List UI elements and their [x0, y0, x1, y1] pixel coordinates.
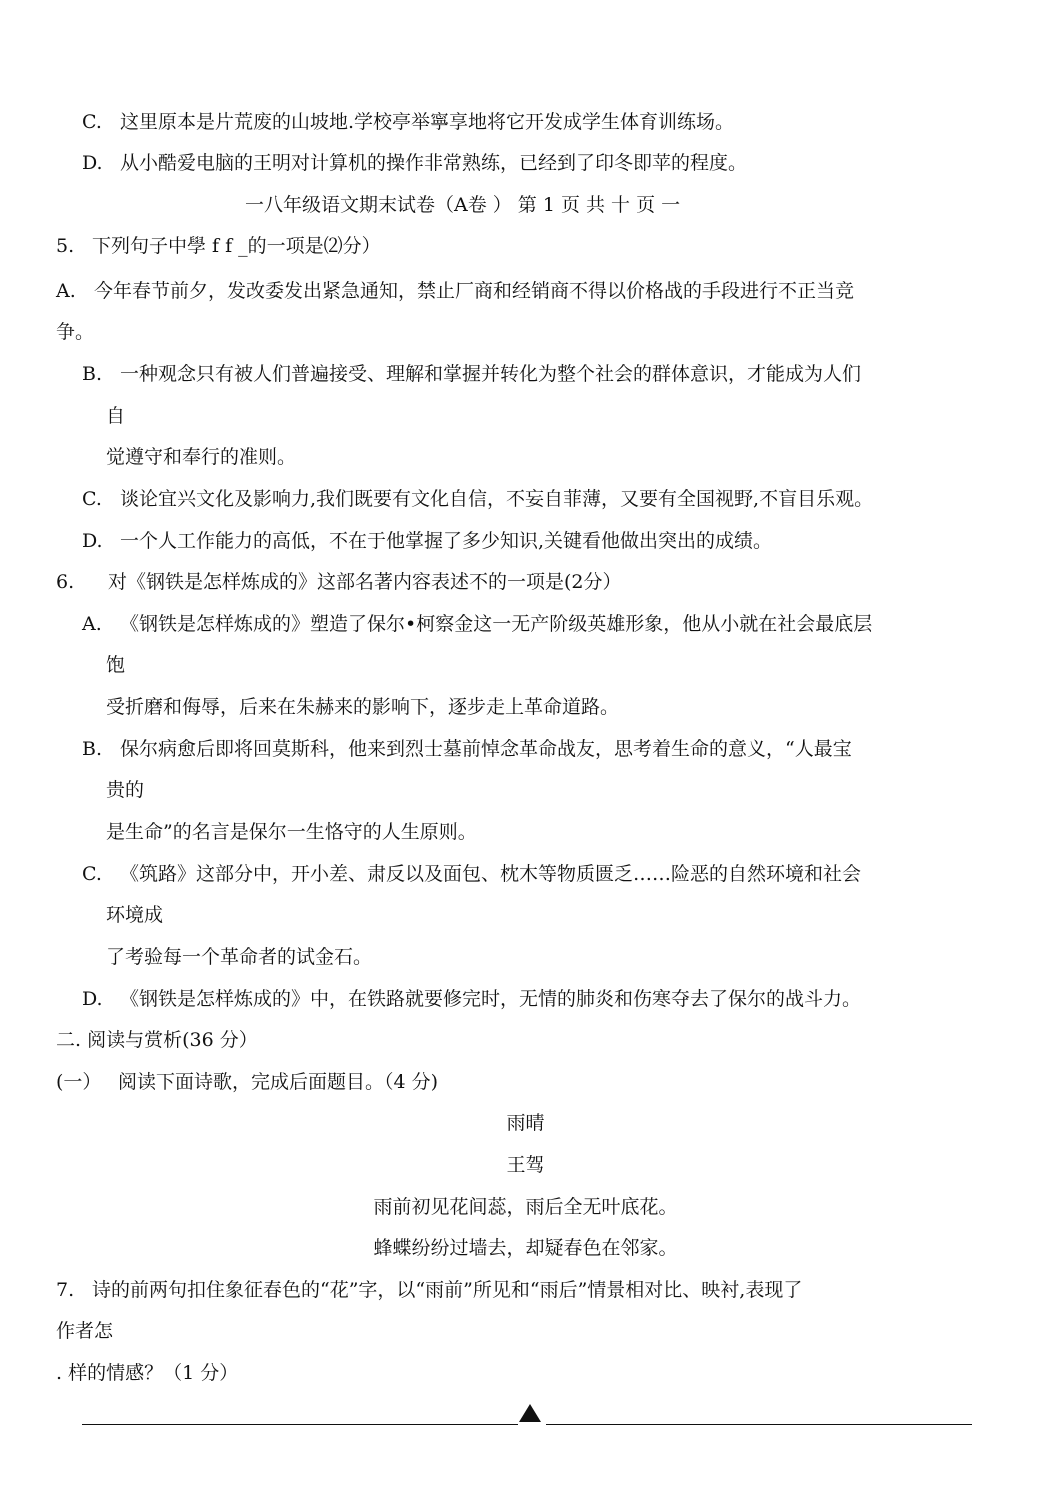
option-label: D. [82, 152, 103, 174]
answer-line-right [546, 1424, 972, 1425]
option-label: B. [82, 363, 103, 385]
poem-line-1: 雨前初见花间蕊，雨后全无叶底花。 [373, 1196, 678, 1218]
q4-option-c [82, 110, 734, 134]
question-text: 下列句子中學 f f _的一项是⑵分） [92, 235, 381, 257]
q6-option-c [82, 862, 861, 886]
q6-option-c-cont2: 了考验每一个革命者的试金石。 [106, 946, 373, 968]
poem-line-2: 蜂蝶纷纷过墙去，却疑春色在邻家。 [373, 1237, 678, 1259]
q5-option-b-cont2: 觉遵守和奉行的准则。 [106, 446, 297, 468]
q5-option-a-cont: 争。 [56, 321, 95, 343]
option-text: 《钢铁是怎样炼成的》中，在铁路就要修完时，无情的肺炎和伤寒夺去了保尔的战斗力。 [120, 988, 862, 1010]
q6-option-a [82, 612, 872, 636]
poem-author: 王驾 [506, 1154, 545, 1176]
q6-option-b-cont1: 贵的 [106, 779, 145, 801]
triangle-marker-icon [519, 1404, 541, 1422]
question-text: 诗的前两句扣住象征春色的“花”字，以“雨前”所见和“雨后”情景相对比、映衬,表现了 [92, 1279, 803, 1301]
q7-stem [56, 1278, 802, 1302]
option-label: B. [82, 738, 103, 760]
option-label: A. [82, 613, 102, 635]
option-text: 谈论宜兴文化及影响力,我们既要有文化自信，不妄自菲薄，又要有全国视野,不盲目乐观。 [120, 488, 874, 510]
part-label: (一） [56, 1071, 102, 1093]
q6-option-a-cont2: 受折磨和侮辱，后来在朱赫来的影响下，逐步走上革命道路。 [106, 696, 620, 718]
q5-option-d [82, 529, 772, 553]
question-number: 5. [56, 235, 75, 257]
option-text: 从小酷爱电脑的王明对计算机的操作非常熟练，已经到了印冬即苹的程度。 [120, 152, 748, 174]
q6-option-d [82, 987, 861, 1011]
q7-stem-cont1: 作者怎 [56, 1320, 114, 1342]
poem-title: 雨晴 [506, 1112, 545, 1134]
answer-line-left [82, 1424, 518, 1425]
q5-stem [56, 234, 381, 258]
q6-option-c-cont1: 环境成 [106, 904, 164, 926]
q6-option-b [82, 737, 852, 761]
q5-option-c [82, 487, 873, 511]
question-number: 6. [56, 571, 75, 593]
part-one-instruction [56, 1070, 438, 1094]
option-label: A. [56, 280, 76, 302]
question-text: 对《钢铁是怎样炼成的》这部名著内容表述不的一项是(2分） [108, 571, 622, 593]
q6-option-b-cont2: 是生命”的名言是保尔一生恪守的人生原则。 [106, 821, 477, 843]
q7-stem-cont2: . 样的情感？（1 分） [56, 1362, 239, 1384]
option-text: 保尔病愈后即将回莫斯科，他来到烈士墓前悼念革命战友，思考着生命的意义，“人最宝 [120, 738, 852, 760]
option-label: D. [82, 530, 103, 552]
option-label: C. [82, 111, 102, 133]
q4-option-d [82, 151, 747, 175]
part-text: 阅读下面诗歌，完成后面题目。（4 分) [118, 1071, 439, 1093]
option-label: D. [82, 988, 103, 1010]
page-footer-line: 一八年级语文期末试卷（A卷 ） 第 1 页 共 十 页 一 [245, 194, 681, 216]
q6-option-a-cont1: 饱 [106, 654, 126, 676]
question-number: 7. [56, 1279, 75, 1301]
option-text: 这里原本是片荒废的山坡地.学校亭举寧享地将它开发成学生体育训练场。 [120, 111, 735, 133]
option-text: 一个人工作能力的高低，不在于他掌握了多少知识,关键看他做出突出的成绩。 [120, 530, 773, 552]
option-text: 《筑路》这部分中，开小差、肃反以及面包、枕木等物质匮乏……险恶的自然环境和社会 [120, 863, 862, 885]
q6-stem [56, 570, 622, 594]
option-text: 《钢铁是怎样炼成的》塑造了保尔•柯察金这一无产阶级英雄形象，他从小就在社会最底层 [120, 613, 873, 635]
q5-option-a [56, 279, 854, 303]
option-text: 今年春节前夕，发改委发出紧急通知，禁止厂商和经销商不得以价格战的手段进行不正当竞 [94, 280, 855, 302]
section-title: 二. 阅读与赏析(36 分） [56, 1029, 258, 1051]
option-text: 一种观念只有被人们普遍接受、理解和掌握并转化为整个社会的群体意识，才能成为人们 [120, 363, 862, 385]
option-label: C. [82, 863, 102, 885]
q5-option-b-cont1: 自 [106, 405, 126, 427]
option-label: C. [82, 488, 102, 510]
q5-option-b [82, 362, 861, 386]
